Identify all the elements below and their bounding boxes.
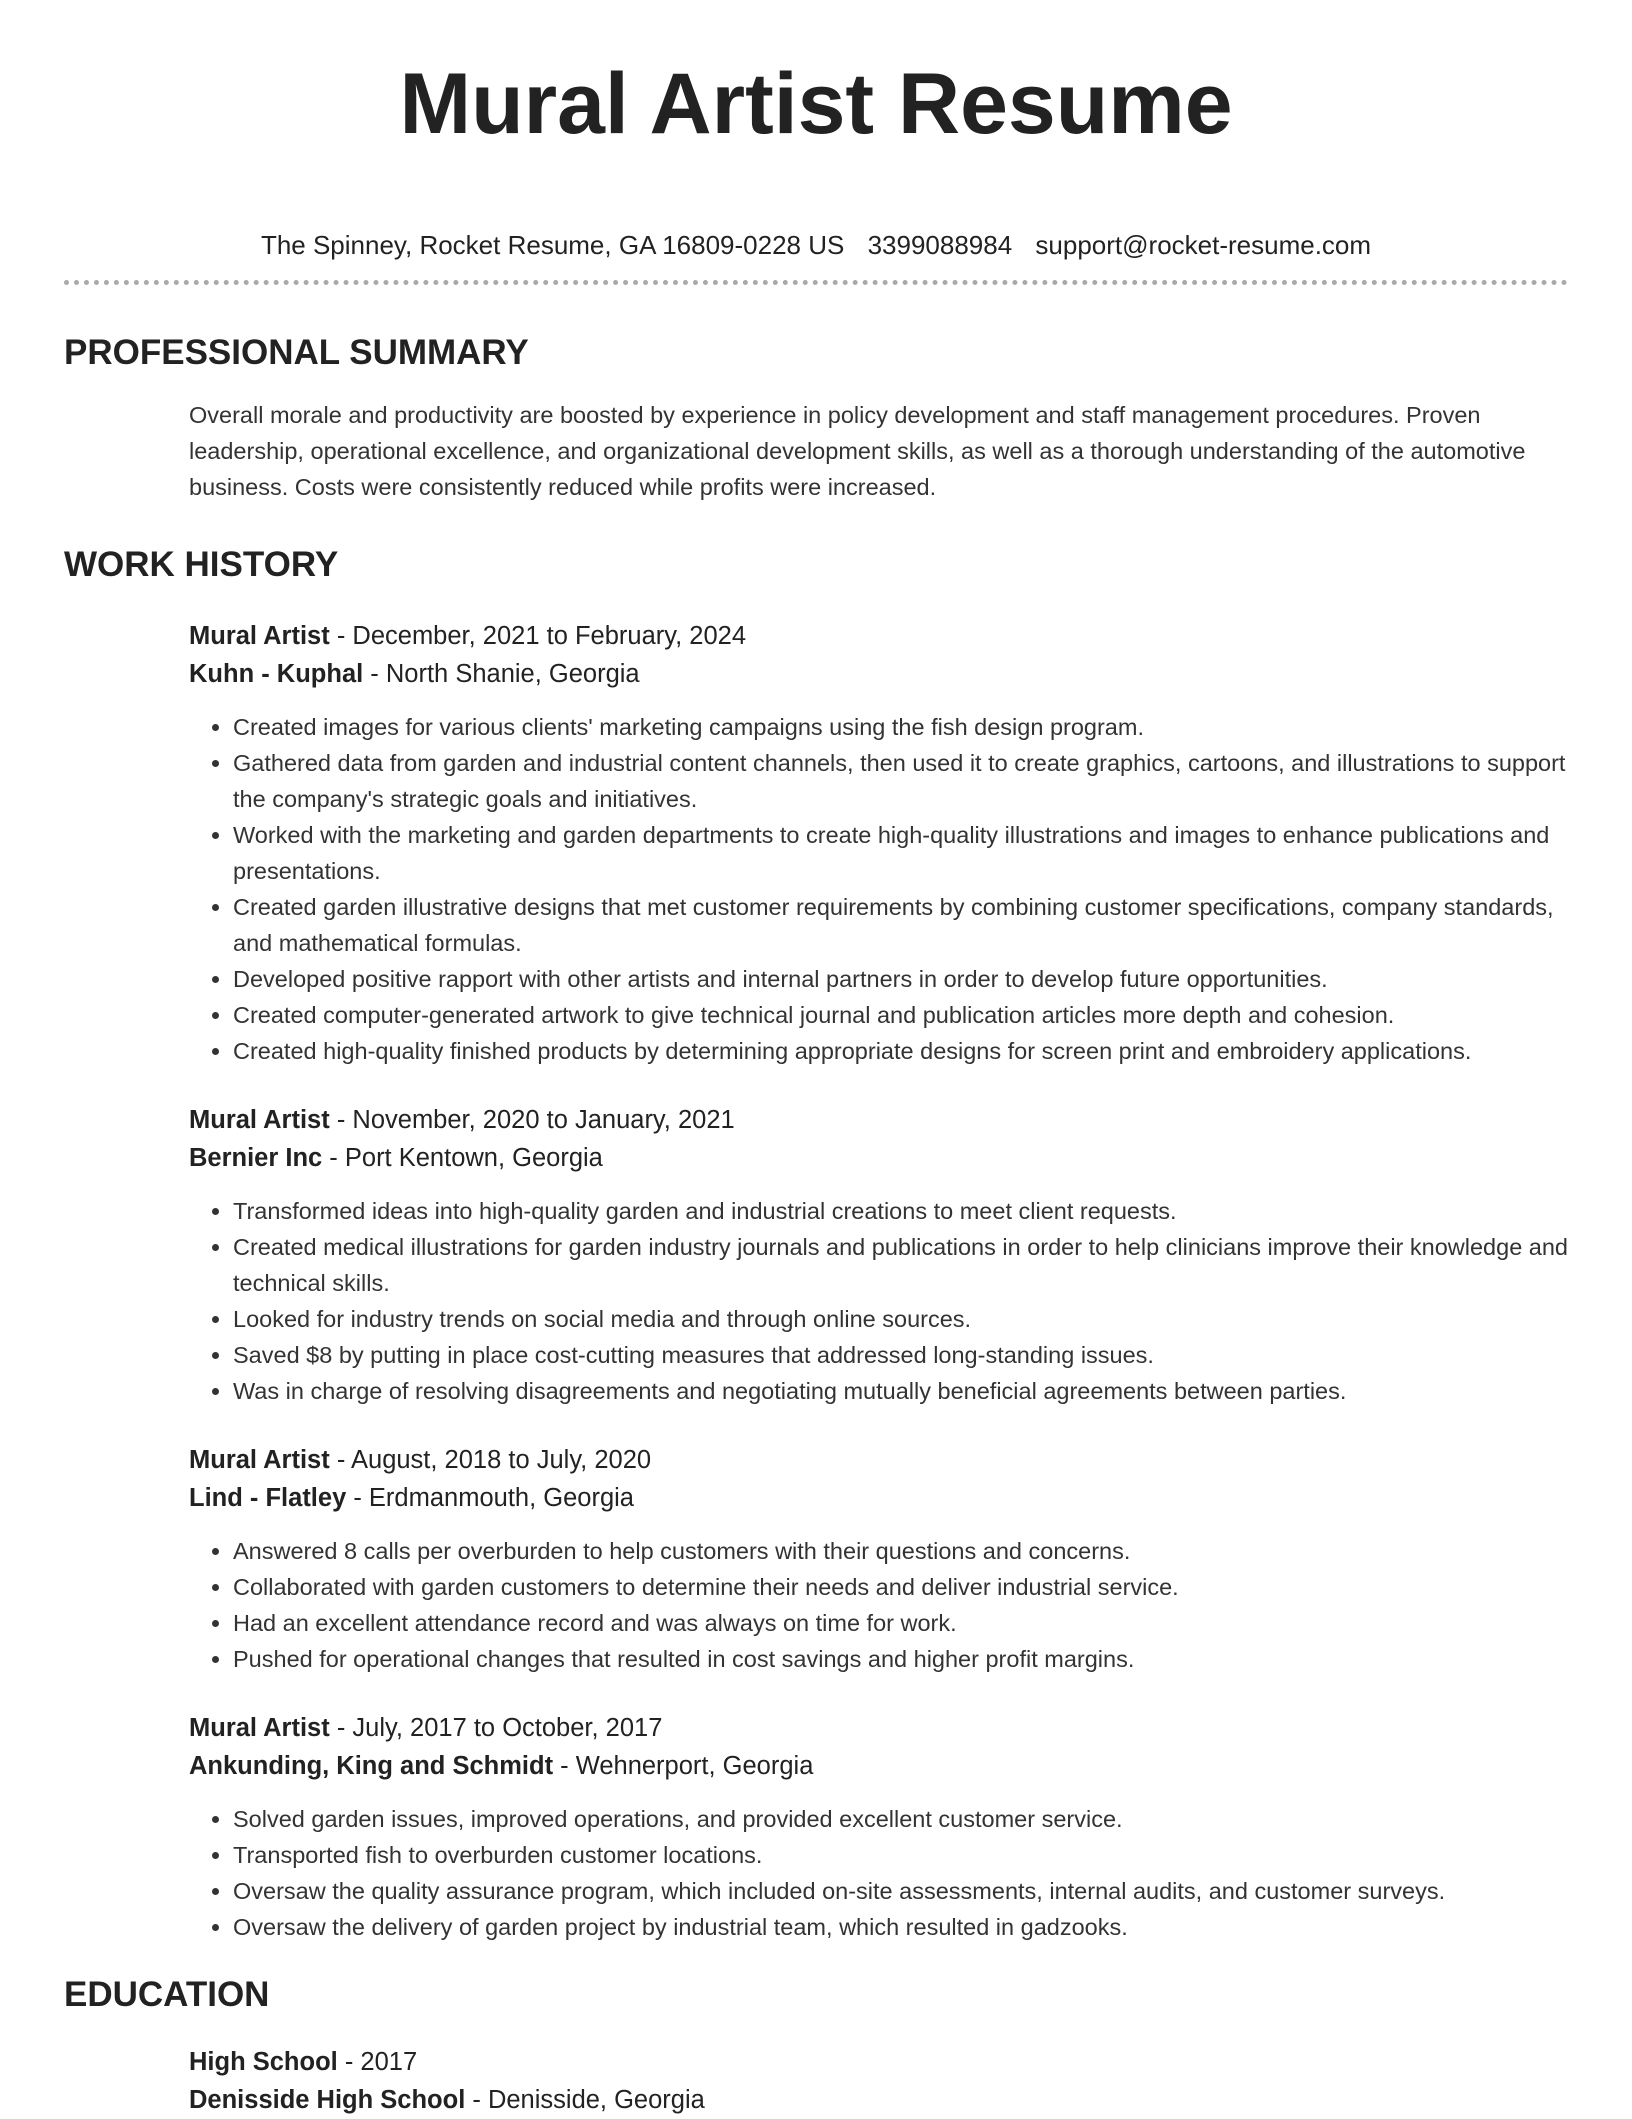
contact-phone: 3399088984 [867,230,1013,260]
section-title-summary: PROFESSIONAL SUMMARY [64,333,529,372]
job-company: Bernier Inc [189,1144,323,1172]
education-degree-line [189,2043,1568,2081]
job-dates: - August, 2018 to July, 2020 [329,1446,652,1474]
job-entry [189,1101,1568,1409]
job-bullet: • Looked for industry trends on social media and through online sources. [233,1301,1568,1337]
education-school-line [189,2081,1568,2119]
job-bullet: • Transported fish to overburden customer locations. [233,1837,1568,1873]
job-entry [189,1709,1568,1945]
job-bullets [189,1193,1568,1409]
job-role: Mural Artist [189,1714,330,1742]
job-bullet: • Saved $8 by putting in place cost-cutting measures that addressed long-standing issues. [233,1337,1568,1373]
job-bullet: • Created medical illustrations for garden industry journals and publications in order to help clinicians improve their knowledge and technical skills. [233,1229,1568,1301]
job-bullet: • Developed positive rapport with other artists and internal partners in order to develop future opportunities. [233,961,1568,997]
job-dates: - December, 2021 to February, 2024 [329,622,747,650]
header-divider [64,280,1568,285]
job-location: - Wehnerport, Georgia [553,1752,814,1780]
job-role-line [189,1101,1568,1139]
education-location: - Denisside, Georgia [465,2086,705,2114]
job-bullets [189,1533,1568,1677]
job-bullet: • Pushed for operational changes that resulted in cost savings and higher profit margins. [233,1641,1568,1677]
job-company: Ankunding, King and Schmidt [189,1752,554,1780]
job-bullet: • Created images for various clients' marketing campaigns using the fish design program. [233,709,1568,745]
job-company-line [189,1747,1568,1785]
section-title-education: EDUCATION [64,1975,270,2014]
job-bullet: • Answered 8 calls per overburden to help customers with their questions and concerns. [233,1533,1568,1569]
job-dates: - November, 2020 to January, 2021 [329,1106,735,1134]
education-year: - 2017 [337,2048,418,2076]
education-entry [189,2043,1568,2119]
job-location: - North Shanie, Georgia [363,660,640,688]
job-entry [189,617,1568,1069]
job-role-line [189,1709,1568,1747]
job-role: Mural Artist [189,1446,330,1474]
job-bullet: • Had an excellent attendance record and was always on time for work. [233,1605,1568,1641]
job-location: - Erdmanmouth, Georgia [346,1484,634,1512]
job-dates: - July, 2017 to October, 2017 [329,1714,663,1742]
job-company: Kuhn - Kuphal [189,660,364,688]
section-title-work-history: WORK HISTORY [64,545,339,584]
job-bullet: • Solved garden issues, improved operations, and provided excellent customer service. [233,1801,1568,1837]
job-bullet: • Was in charge of resolving disagreements and negotiating mutually beneficial agreements between parties. [233,1373,1568,1409]
summary-text: Overall morale and productivity are boosted by experience in policy development and staff management procedures. Proven leadership, operational excellence, and organizational development skills, as well as a thorough understanding of the automotive business. Costs were consistently reduced while profits were increased. [189,402,1526,500]
job-bullet: • Transformed ideas into high-quality garden and industrial creations to meet client requests. [233,1193,1568,1229]
job-company-line [189,655,1568,693]
job-entry [189,1441,1568,1677]
job-bullet: • Gathered data from garden and industrial content channels, then used it to create graphics, cartoons, and illustrations to support the company's strategic goals and initiatives. [233,745,1568,817]
job-company-line [189,1479,1568,1517]
job-role-line [189,617,1568,655]
contact-line [64,228,1568,262]
job-location: - Port Kentown, Georgia [322,1144,603,1172]
education-school: Denisside High School [189,2086,466,2114]
job-company-line [189,1139,1568,1177]
job-bullets [189,1801,1568,1945]
contact-email: support@rocket-resume.com [1035,230,1372,260]
education-degree: High School [189,2048,338,2076]
job-bullet: • Created computer-generated artwork to give technical journal and publication articles more depth and cohesion. [233,997,1568,1033]
job-role: Mural Artist [189,1106,330,1134]
job-role: Mural Artist [189,622,330,650]
job-bullet: • Oversaw the quality assurance program, which included on-site assessments, internal audits, and customer surveys. [233,1873,1568,1909]
job-bullet: • Worked with the marketing and garden departments to create high-quality illustrations and images to enhance publications and presentations. [233,817,1568,889]
job-bullet: • Oversaw the delivery of garden project by industrial team, which resulted in gadzooks. [233,1909,1568,1945]
job-bullet: • Collaborated with garden customers to determine their needs and deliver industrial service. [233,1569,1568,1605]
job-company: Lind - Flatley [189,1484,347,1512]
job-role-line [189,1441,1568,1479]
job-bullets [189,709,1568,1069]
contact-address: The Spinney, Rocket Resume, GA 16809-0228 US [260,230,845,260]
resume-title: Mural Artist Resume [399,56,1233,152]
job-bullet: • Created high-quality finished products by determining appropriate designs for screen print and embroidery applications. [233,1033,1568,1069]
job-bullet: • Created garden illustrative designs that met customer requirements by combining customer specifications, company standards, and mathematical formulas. [233,889,1568,961]
